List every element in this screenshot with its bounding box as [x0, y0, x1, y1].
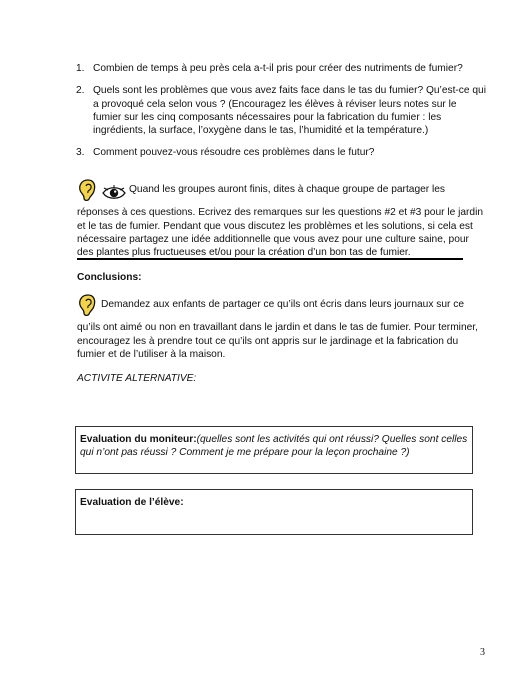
question-number: 1.	[76, 63, 85, 74]
question-text: Comment pouvez-vous résoudre ces problèmes dans le futur?	[93, 147, 375, 159]
student-evaluation-box	[75, 489, 473, 535]
monitor-evaluation-label: Evaluation du moniteur:	[80, 434, 197, 445]
instruction-paragraph-1	[77, 178, 487, 259]
question-text: Combien de temps à peu près cela a-t-il pris pour créer des nutriments de fumier?	[93, 63, 463, 74]
section-divider	[77, 258, 463, 260]
list-item	[76, 84, 486, 137]
list-item	[76, 62, 486, 75]
question-list	[76, 62, 486, 169]
student-evaluation-label: Evaluation de l’élève:	[80, 497, 184, 508]
instruction-paragraph-2	[77, 293, 487, 361]
instruction-text-1: Quand les groupes auront finis, dites à chaque groupe de partager les réponses à ces questions. Ecrivez des remarques sur les questions #2 et #3 pour le jardin et le tas de fumier. Pendant que vous discutez les problèmes et les solutions, si cela est nécessaire partagez une idée additionnelle que vous avez pour une culture saine, pour des plantes plus fructueuses et/ou pour la création d’un bon tas de fumier.	[77, 184, 484, 259]
alternative-activity-label: ACTIVITE ALTERNATIVE:	[77, 373, 197, 384]
ear-icon	[77, 293, 99, 321]
ear-icon	[77, 178, 99, 206]
conclusions-heading: Conclusions:	[77, 272, 142, 283]
monitor-evaluation-prompt: (quelles sont les activités qui ont réussi? Quelles sont celles qui n’ont pas réussi ? Comment je me prépare pour la leçon prochaine ?)	[80, 434, 468, 459]
question-number: 3.	[76, 147, 85, 159]
instruction-text-2: Demandez aux enfants de partager ce qu’ils ont écris dans leurs journaux sur ce qu’ils ont aimé ou non en travaillant dans le jardin et dans le tas de fumier. Pour terminer, encouragez les à prendre tout ce qu’ils ont appris sur le jardinage et la fabrication du fumier et de l’utiliser à la maison.	[77, 299, 478, 360]
question-text: Quels sont les problèmes que vous avez faits face dans le tas du fumier? Qu’est-ce qui a provoqué cela selon vous ? (Encouragez les élèves à réviser leurs notes sur le fumier sur les cinq composants nécessaires pour la fabrication du fumier : les ingrédients, la surface, l’oxygène dans le tas, l’humidité et la température.)	[93, 85, 486, 137]
monitor-evaluation-box	[75, 426, 473, 474]
list-item	[76, 146, 486, 159]
eye-icon	[101, 184, 127, 206]
page-number: 3	[480, 647, 485, 658]
question-number: 2.	[76, 85, 85, 97]
